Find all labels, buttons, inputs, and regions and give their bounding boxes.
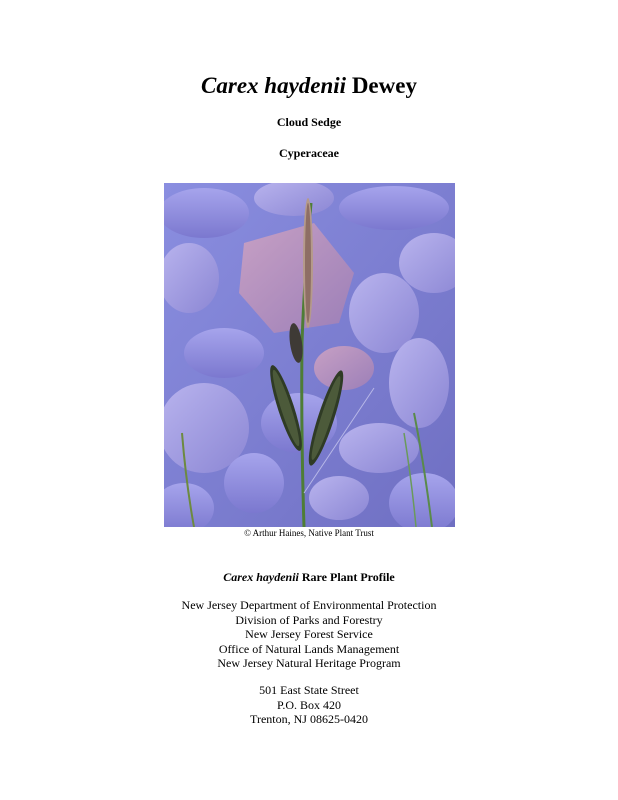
plant-photo-illustration xyxy=(164,183,455,527)
page-title xyxy=(0,72,618,100)
profile-label: Rare Plant Profile xyxy=(301,570,395,584)
plant-photo xyxy=(164,183,455,527)
agency-line: Office of Natural Lands Management xyxy=(218,641,400,656)
common-name: Cloud Sedge xyxy=(276,115,342,129)
family-name: Cyperaceae xyxy=(279,146,339,160)
profile-species: Carex haydenii xyxy=(223,570,299,584)
mailing-address xyxy=(0,683,618,727)
address-line: P.O. Box 420 xyxy=(276,697,341,712)
agency-list xyxy=(0,598,618,671)
photo-credit: © Arthur Haines, Native Plant Trust xyxy=(244,528,374,538)
agency-line: New Jersey Department of Environmental Protection xyxy=(181,598,437,612)
profile-title xyxy=(0,570,618,585)
address-line: 501 East State Street xyxy=(259,683,359,697)
agency-line: Division of Parks and Forestry xyxy=(235,612,383,627)
title-author: Dewey xyxy=(351,73,417,98)
address-line: Trenton, NJ 08625-0420 xyxy=(250,712,368,726)
agency-line: New Jersey Natural Heritage Program xyxy=(217,656,401,670)
agency-line: New Jersey Forest Service xyxy=(245,627,373,641)
title-species: Carex haydenii xyxy=(201,73,347,98)
